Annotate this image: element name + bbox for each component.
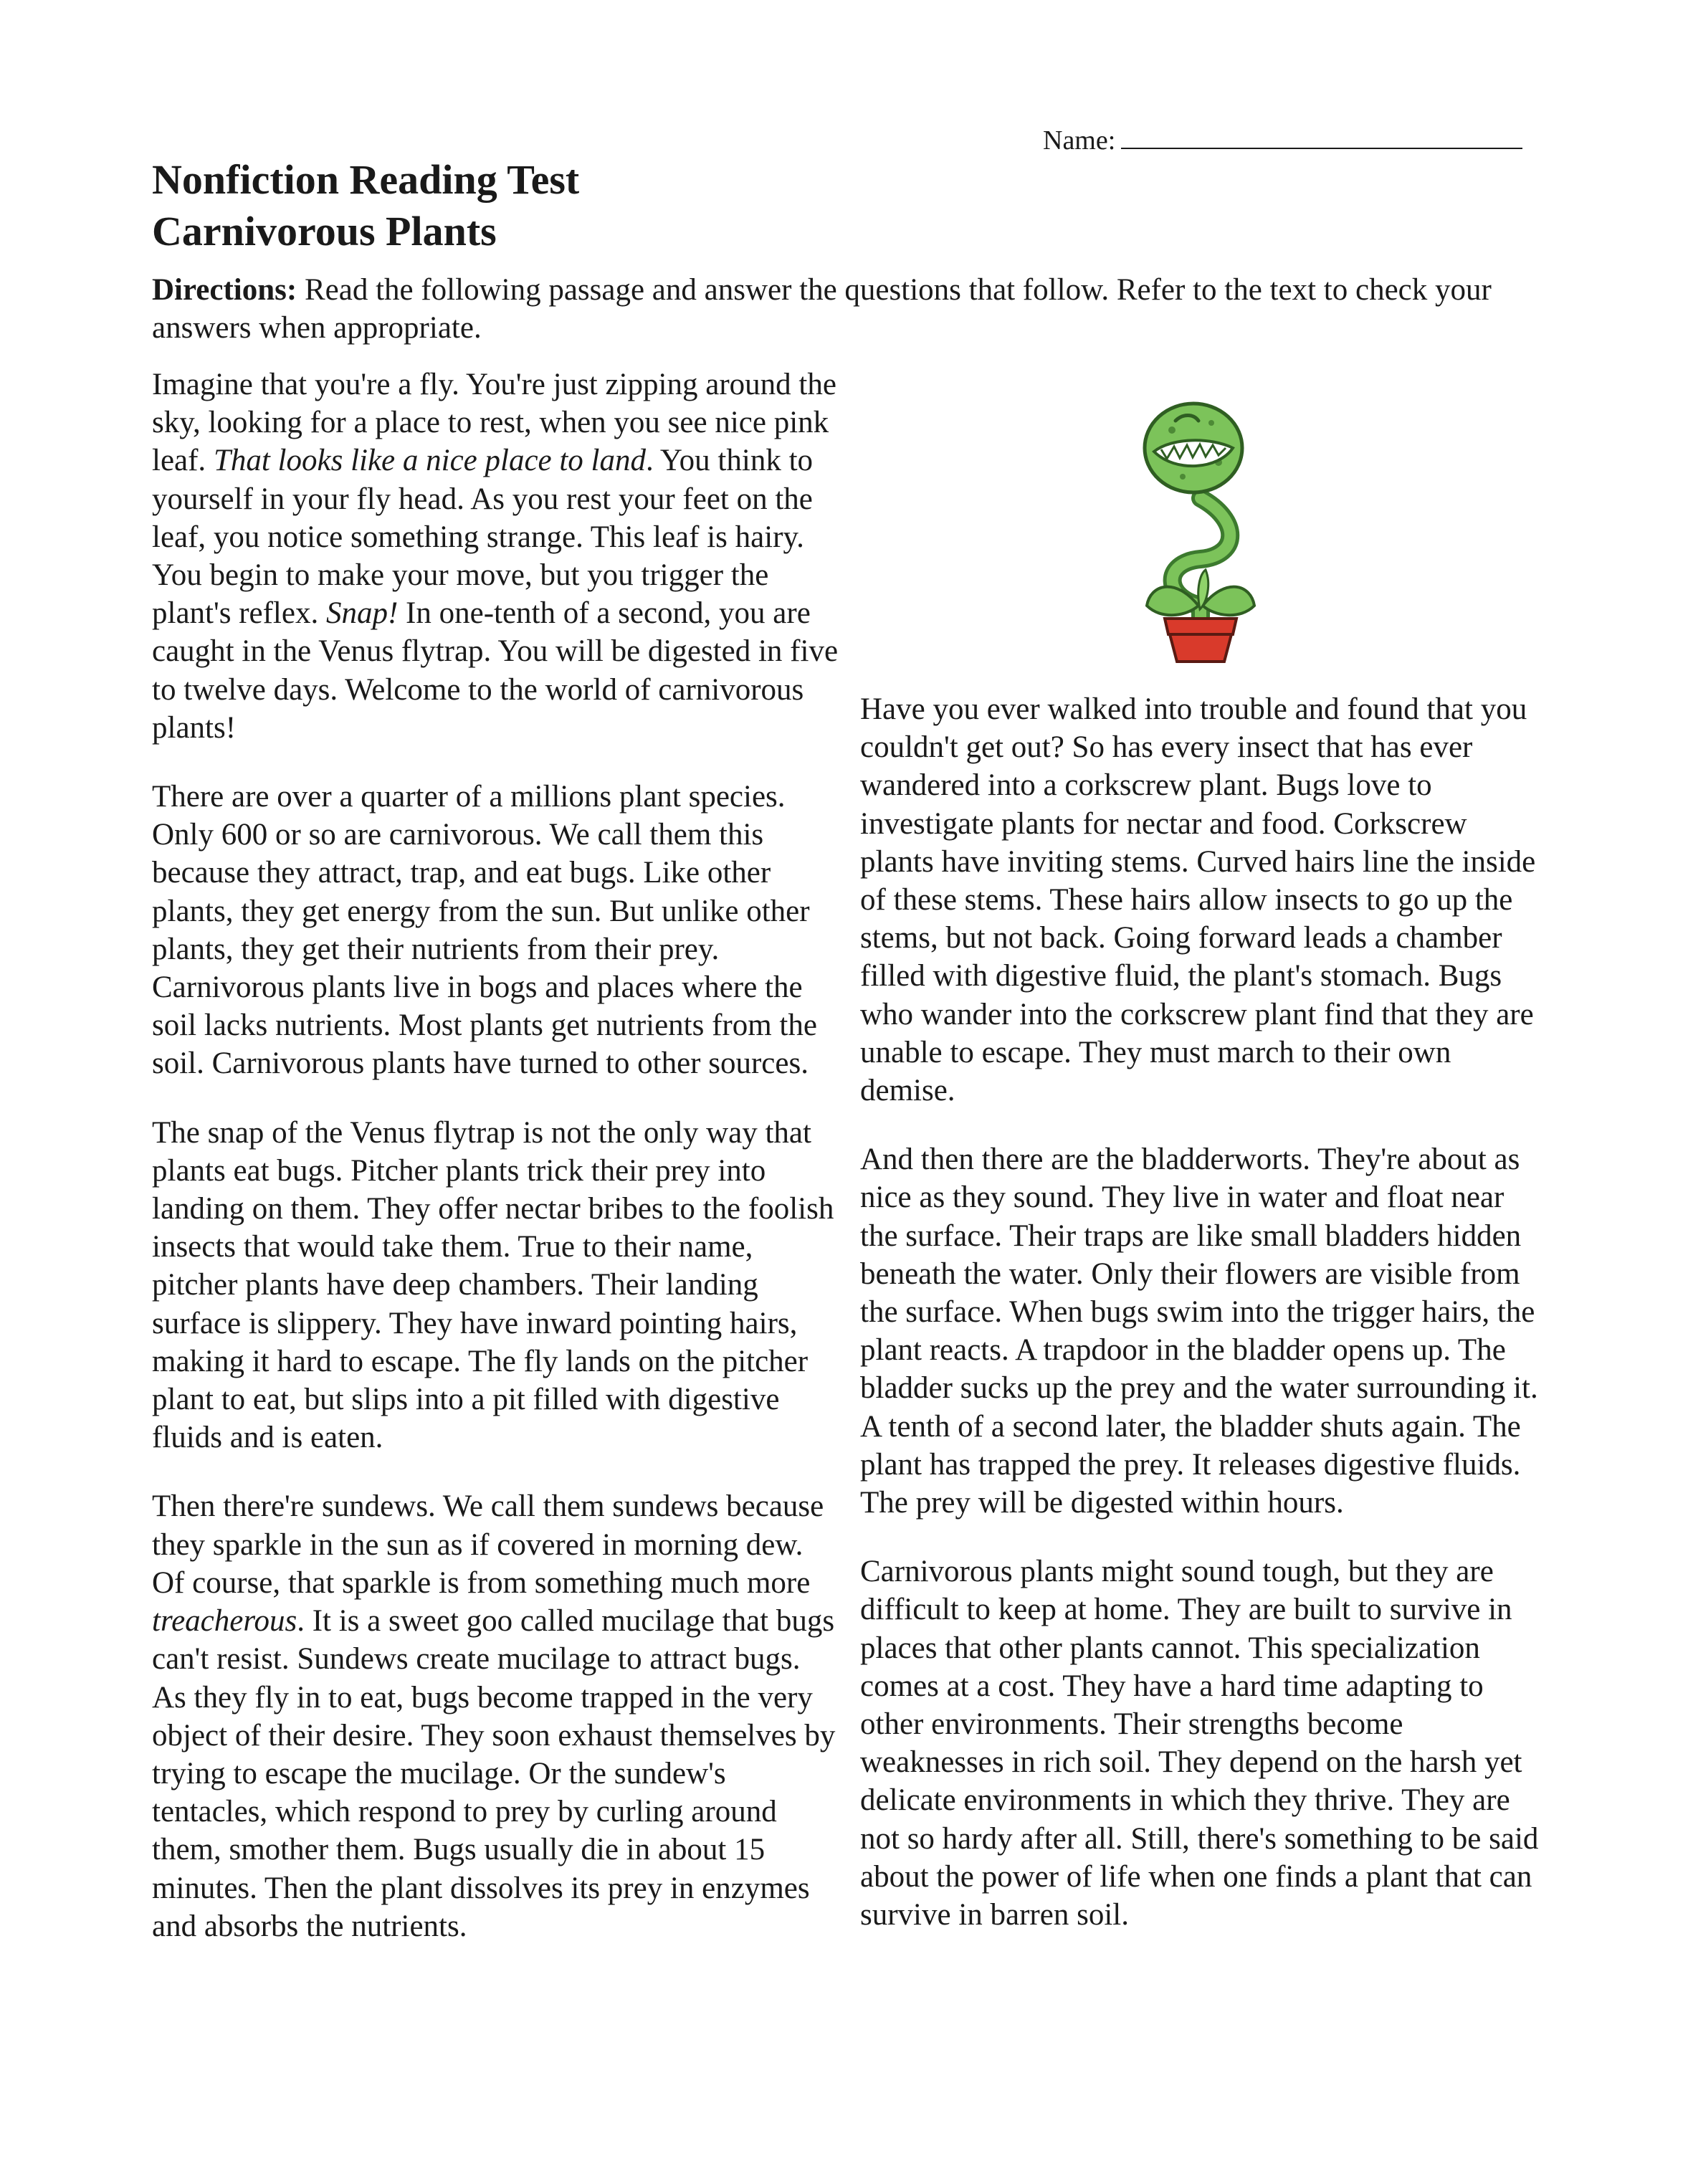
carnivorous-plant-icon: [1133, 391, 1269, 663]
page-subtitle: Carnivorous Plants: [152, 208, 497, 254]
passage-column-left: [152, 366, 840, 1976]
passage-column-right: [860, 690, 1548, 1965]
name-label: Name:: [1043, 125, 1116, 156]
page-title: Nonfiction Reading Test: [152, 156, 580, 203]
paragraph-2: There are over a quarter of a millions plant species. Only 600 or so are carnivorous. We call them this because they attract, trap, and eat bugs. Like other plants, they get energy from the sun. But unlike other plants, they get their nutrients from their prey. Carnivorous plants live in bogs and places where the soil lacks nutrients. Most plants get nutrients from the soil. Carnivorous plants have turned to other sources.: [152, 780, 817, 1081]
name-blank-line[interactable]: [1121, 123, 1522, 149]
p1-text-c: . You think to yourself in your fly head. As you rest your feet on the leaf, you notice something strange. This leaf is hairy. You begin to make your move, but you trigger the plant's reflex.: [152, 444, 814, 631]
name-field: [1043, 123, 1522, 156]
p1-text-a: Imagine that you're a fly. You're just zipping around the sky, looking for a place to rest, when you see nice pink leaf.: [152, 368, 836, 478]
paragraph-3: The snap of the Venus flytrap is not the only way that plants eat bugs. Pitcher plants trick their prey into landing on them. They offer nectar bribes to the foolish insects that would take them. True to their name, pitcher plants have deep chambers. Their landing surface is slippery. They have inward pointing hairs, making it hard to escape. The fly lands on the pitcher plant to eat, but slips into a pit filled with digestive fluids and is eaten.: [152, 1115, 834, 1455]
paragraph-1: [152, 366, 840, 747]
p4-italic-b: treacherous: [152, 1604, 297, 1639]
directions-text: Read the following passage and answer the questions that follow. Refer to the text to check your answers when appropriate.: [152, 273, 1492, 345]
directions-label: Directions:: [152, 273, 297, 307]
p1-italic-d: Snap!: [325, 596, 399, 631]
p4-text-a: Then there're sundews. We call them sundews because they sparkle in the sun as if covered in morning dew. Of course, that sparkle is from something much more: [152, 1489, 824, 1600]
paragraph-6: And then there are the bladderworts. They're about as nice as they sound. They live in water and float near the surface. Their traps are like small bladders hidden beneath the water. Only their flowers are visible from the surface. When bugs swim into the trigger hairs, the plant reacts. A trapdoor in the bladder opens up. The bladder sucks up the prey and the water surrounding it. A tenth of a second later, the bladder shuts again. The plant has trapped the prey. It releases digestive fluids. The prey will be digested within hours.: [860, 1143, 1538, 1520]
p1-italic-b: That looks like a nice place to land: [213, 444, 647, 478]
p1-text-e: In one-tenth of a second, you are caught in the Venus flytrap. You will be digested in five to twelve days. Welcome to the world of carnivorous plants!: [152, 596, 839, 745]
paragraph-4: [152, 1487, 840, 1945]
title-block: [152, 154, 579, 257]
paragraph-5: Have you ever walked into trouble and found that you couldn't get out? So has every insect that has ever wandered into a corkscrew plant. Bugs love to investigate plants for nectar and food. Corkscrew plants have inviting stems. Curved hairs line the inside of these stems. These hairs allow insects to go up the stems, but not back. Going forward leads a chamber filled with digestive fluid, the plant's stomach. Bugs who wander into the corkscrew plant find that they are unable to escape. They must march to their own demise.: [860, 692, 1536, 1108]
directions: [152, 271, 1535, 347]
p4-text-c: . It is a sweet goo called mucilage that bugs can't resist. Sundews create mucilage to attract bugs. As they fly in to eat, bugs become trapped in the very object of their desire. They soon exhaust themselves by trying to escape the mucilage. Or the sundew's tentacles, which respond to prey by curling around them, smother them. Bugs usually die in about 15 minutes. Then the plant dissolves its prey in enzymes and absorbs the nutrients.: [152, 1604, 836, 1943]
paragraph-7: Carnivorous plants might sound tough, but they are difficult to keep at home. They are built to survive in places that other plants cannot. This specialization comes at a cost. They have a hard time adapting to other environments. Their strengths become weaknesses in rich soil. They depend on the harsh yet delicate environments in which they thrive. They are not so hardy after all. Still, there's something to be said about the power of life when one finds a plant that can survive in barren soil.: [860, 1555, 1539, 1932]
